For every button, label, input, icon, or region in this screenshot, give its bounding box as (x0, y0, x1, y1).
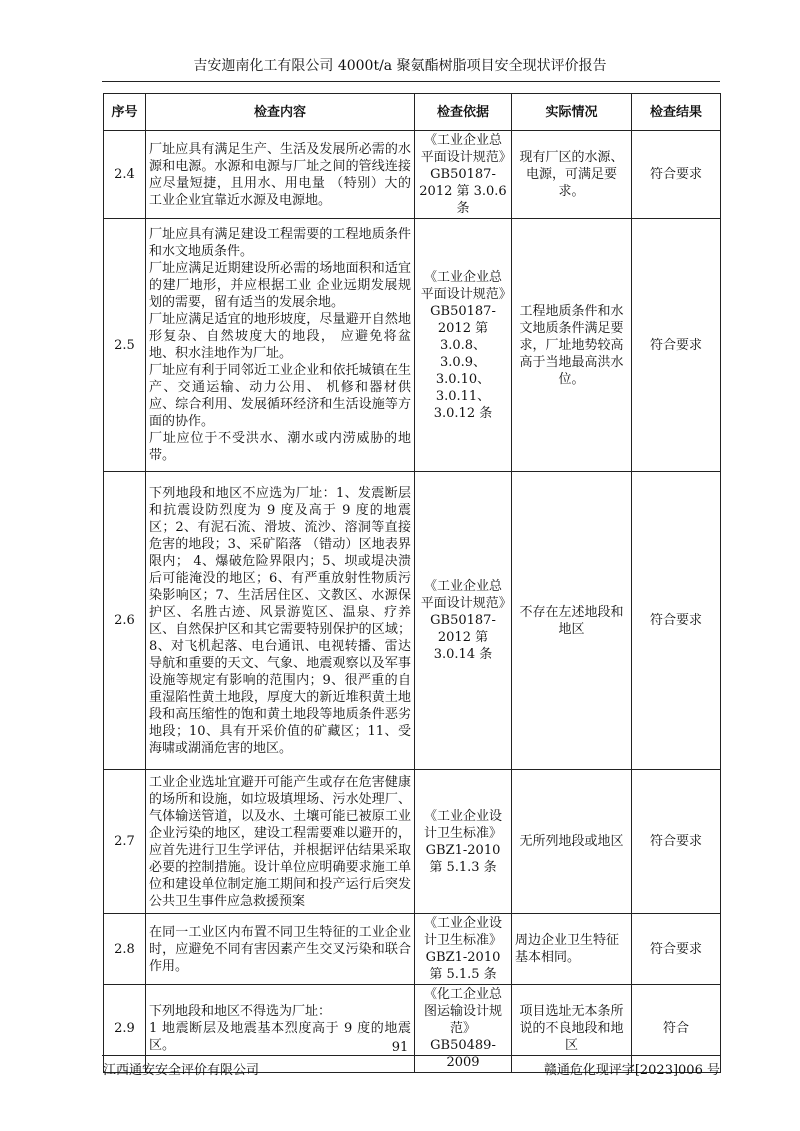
footer-divider (102, 1055, 720, 1056)
row-content: 在同一工业区内布置不同卫生特征的工业企业时，应避免不同有害因素产生交叉污染和联合作用。 (146, 914, 415, 985)
content-line: 下列地段和地区不得选为厂址： (149, 1004, 332, 1019)
content-line: 厂址应满足适宜的地形坡度，尽量避开自然地形复杂、自然坡度大的地段， 应避免将盆地、积水洼地作为厂址。 (149, 312, 411, 361)
row-content: 厂址应具有满足生产、生活及发展所必需的水源和电源。水源和电源与厂址之间的管线连接应尽量短捷，且用水、用电量 （特别）大的工业企业宜靠近水源及电源地。 (146, 131, 415, 219)
row-result: 符合要求 (632, 914, 721, 985)
row-result: 符合 (632, 985, 721, 1073)
row-number: 2.5 (104, 219, 146, 472)
row-basis: 《工业企业总平面设计规范》GB50187-2012 第 3.0.8、3.0.9、3.0.10、3.0.11、3.0.12 条 (415, 219, 512, 472)
content-line: 厂址应满足近期建设所必需的场地面积和适宜的建厂地形，并应根据工业 企业远期发展规划的需要，留有适当的发展余地。 (149, 261, 411, 310)
row-number: 2.7 (104, 770, 146, 914)
footer-company: 江西通安安全评价有限公司 (103, 1063, 260, 1078)
table-row (104, 770, 721, 914)
row-result: 符合要求 (632, 131, 721, 219)
table-row (104, 914, 721, 985)
row-content (146, 219, 415, 472)
row-number: 2.8 (104, 914, 146, 985)
inspection-table (103, 93, 721, 1073)
page-header-title: 吉安迦南化工有限公司 4000t/a 聚氨酯树脂项目安全现状评价报告 (193, 58, 607, 74)
row-actual: 工程地质条件和水文地质条件满足要求，厂址地势较高高于当地最高洪水位。 (512, 219, 632, 472)
content-line: 厂址应具有满足建设工程需要的工程地质条件和水文地质条件。 (149, 227, 411, 259)
row-number: 2.9 (104, 985, 146, 1073)
row-result: 符合要求 (632, 472, 721, 770)
table-header-row (104, 94, 721, 131)
row-basis: 《工业企业设计卫生标准》GBZ1-2010 第 5.1.5 条 (415, 914, 512, 985)
row-basis: 《工业企业设计卫生标准》GBZ1-2010 第 5.1.3 条 (415, 770, 512, 914)
row-number: 2.6 (104, 472, 146, 770)
table-row (104, 219, 721, 472)
header-content: 检查内容 (146, 94, 415, 131)
row-result: 符合要求 (632, 219, 721, 472)
row-content: 下列地段和地区不应选为厂址：1、发震断层和抗震设防烈度为 9 度及高于 9 度的地震区；2、有泥石流、滑坡、流沙、溶洞等直接危害的地段；3、采矿陷落 （错动）区地表界限内； 4、爆破危险界限内；5、坝或堤决溃后可能淹没的地区；6、有严重放射性物质污染影响区；7、生活居住区、文教区、水源保护区、名胜古迹、风景游览区、温泉、疗养区、自然保护区和其它需要特别保护的区域；8、对飞机起落、电台通讯、电视转播、雷达导航和重要的天文、气象、地震观察以及军事设施等规定有影响的范围内；9、很严重的自重湿陷性黄土地段，厚度大的新近堆积黄土地段和高压缩性的饱和黄土地段等地质条件恶劣地段；10、具有开采价值的矿藏区；11、受海啸或湖涌危害的地区。 (146, 472, 415, 770)
row-number: 2.4 (104, 131, 146, 219)
row-basis: 《工业企业总平面设计规范》GB50187-2012 第 3.0.6 条 (415, 131, 512, 219)
content-line: 1 地震断层及地震基本烈度高于 9 度的地震区。 (149, 1021, 411, 1053)
row-actual: 无所列地段或地区 (512, 770, 632, 914)
content-line: 厂址应位于不受洪水、潮水或内涝威胁的地带。 (149, 431, 411, 463)
footer-report-number: 赣通危化现评字[2023]006 号 (543, 1063, 720, 1078)
row-result: 符合要求 (632, 770, 721, 914)
header-actual: 实际情况 (512, 94, 632, 131)
table-row (104, 472, 721, 770)
header-basis: 检查依据 (415, 94, 512, 131)
header-result: 检查结果 (632, 94, 721, 131)
table-row (104, 131, 721, 219)
row-content: 工业企业选址宜避开可能产生或存在危害健康的场所和设施，如垃圾填埋场、污水处理厂、气体输送管道，以及水、土壤可能已被原工业企业污染的地区，建设工程需要难以避开的，应首先进行卫生学评估，并根据评估结果采取必要的控制措施。设计单位应明确要求施工单位和建设单位制定施工期间和投产运行后突发公共卫生事件应急救援预案 (146, 770, 415, 914)
row-basis: 《化工企业总图运输设计规范》GB50489-2009 (415, 985, 512, 1073)
header-divider (102, 81, 720, 82)
row-actual: 不存在左述地段和地区 (512, 472, 632, 770)
content-line: 厂址应有利于同邻近工业企业和依托城镇在生产、交通运输、动力公用、 机修和器材供应、综合利用、发展循环经济和生活设施等方面的协作。 (149, 363, 411, 429)
row-actual: 现有厂区的水源、电源，可满足要求。 (512, 131, 632, 219)
row-actual: 周边企业卫生特征基本相同。 (512, 914, 632, 985)
page-number: 91 (391, 1040, 409, 1055)
row-basis: 《工业企业总平面设计规范》GB50187-2012 第 3.0.14 条 (415, 472, 512, 770)
header-no: 序号 (104, 94, 146, 131)
row-actual: 项目选址无本条所说的不良地段和地区 (512, 985, 632, 1073)
